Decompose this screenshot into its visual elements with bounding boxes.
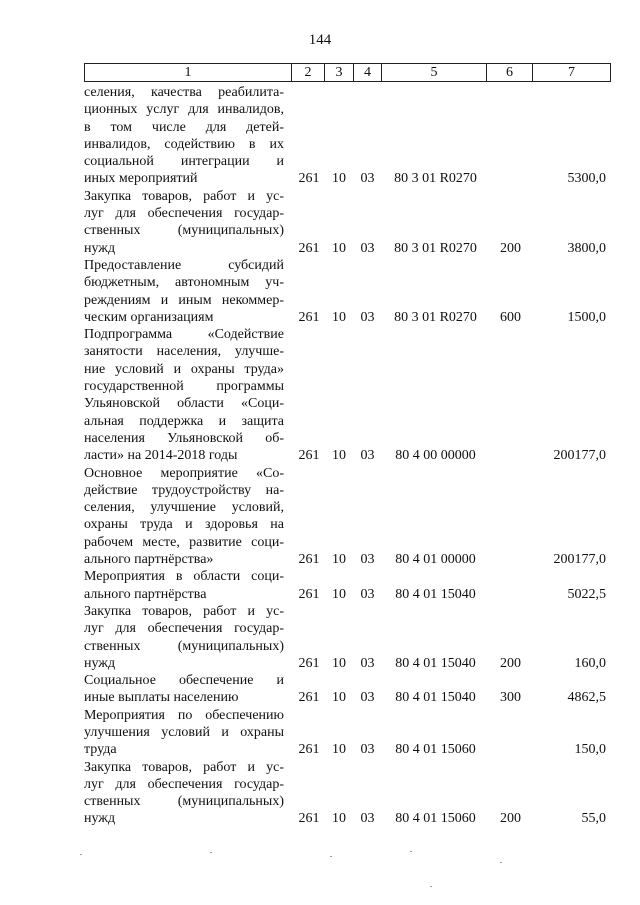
scan-noise: [70, 850, 590, 890]
table-row: [84, 672, 611, 707]
description-line: труда: [84, 742, 117, 758]
cell-target-article: 80 3 01 R0270: [394, 171, 477, 187]
cell-amount: 4862,5: [567, 690, 606, 706]
description-line: охраны труда и здоровья на: [84, 517, 284, 533]
description-line: ние условий и охраны труда»: [84, 361, 284, 377]
description-line: селения, улучшение условий,: [84, 500, 284, 516]
description-line: реждениям и иным некоммер-: [84, 292, 284, 308]
description-line: Мероприятия по обеспечению: [84, 707, 284, 723]
cell-subsection: 03: [360, 655, 375, 671]
table-header: [84, 63, 611, 82]
description-line: рабочем месте, развитие соци-: [84, 534, 284, 550]
cell-grbs: 261: [298, 309, 320, 325]
cell-target-article: 80 4 01 15040: [395, 690, 476, 706]
row-values: [84, 689, 611, 706]
description-line: ственных (муниципальных): [84, 223, 284, 239]
row-description: [84, 326, 284, 464]
cell-section: 10: [332, 309, 346, 325]
description-line: луг для обеспечения государ-: [84, 776, 284, 792]
description-line: нужд: [84, 811, 116, 827]
header-col-5: 5: [382, 64, 487, 81]
description-line: Мероприятия в области соци-: [84, 569, 284, 585]
cell-subsection: 03: [360, 811, 375, 827]
table-row: [84, 759, 611, 828]
description-line: иных мероприятий: [84, 171, 198, 187]
description-line: ственных (муниципальных): [84, 638, 284, 654]
cell-expense-type: 200: [500, 240, 521, 256]
table-row: [84, 257, 611, 326]
description-line: Закупка товаров, работ и ус-: [84, 759, 284, 775]
cell-subsection: 03: [360, 690, 375, 706]
cell-amount: 55,0: [581, 811, 606, 827]
description-line: Предоставление субсидий: [84, 257, 284, 273]
cell-subsection: 03: [360, 448, 375, 464]
cell-amount: 200177,0: [553, 552, 606, 568]
cell-subsection: 03: [360, 171, 375, 187]
cell-target-article: 80 3 01 R0270: [394, 309, 477, 325]
description-line: иные выплаты населению: [84, 690, 239, 706]
cell-section: 10: [332, 586, 346, 602]
description-line: нужд: [84, 240, 116, 256]
cell-section: 10: [332, 552, 346, 568]
description-line: альная поддержка и защита: [84, 413, 284, 429]
cell-grbs: 261: [298, 171, 320, 187]
description-line: нужд: [84, 655, 116, 671]
cell-target-article: 80 4 01 15060: [395, 811, 476, 827]
page-number: 144: [308, 32, 332, 48]
table-row: [84, 188, 611, 257]
cell-grbs: 261: [298, 240, 320, 256]
cell-amount: 200177,0: [553, 448, 606, 464]
cell-section: 10: [332, 240, 346, 256]
cell-section: 10: [332, 690, 346, 706]
table-body: [84, 84, 611, 828]
cell-subsection: 03: [360, 309, 375, 325]
description-line: занятости населения, улучше-: [84, 344, 284, 360]
table-row: [84, 326, 611, 464]
description-line: ального партнёрства: [84, 586, 207, 602]
cell-amount: 5022,5: [567, 586, 606, 602]
cell-grbs: 261: [298, 742, 320, 758]
cell-grbs: 261: [298, 586, 320, 602]
description-line: ционных услуг для инвалидов,: [84, 102, 284, 118]
cell-grbs: 261: [298, 448, 320, 464]
description-line: ального партнёрства»: [84, 552, 214, 568]
cell-target-article: 80 4 01 15060: [395, 742, 476, 758]
table-row: [84, 84, 611, 188]
row-values: [84, 551, 611, 568]
description-line: Основное мероприятие «Со-: [84, 465, 284, 481]
description-line: ческим организациям: [84, 309, 214, 325]
header-col-2: 2: [292, 64, 325, 81]
cell-target-article: 80 4 01 15040: [395, 586, 476, 602]
header-col-7: 7: [568, 65, 575, 80]
description-line: ласти» на 2014-2018 годы: [84, 448, 238, 464]
row-values: [84, 240, 611, 257]
description-line: Социальное обеспечение и: [84, 673, 284, 689]
table-row: [84, 707, 611, 759]
cell-expense-type: 200: [500, 811, 521, 827]
description-line: инвалидов, содействию в их: [84, 136, 284, 152]
header-col-1: 1: [85, 64, 292, 81]
cell-grbs: 261: [298, 655, 320, 671]
description-line: селения, качества реабилита-: [84, 85, 284, 100]
row-values: [84, 447, 611, 464]
cell-section: 10: [332, 742, 346, 758]
row-values: [84, 309, 611, 326]
description-line: Подпрограмма «Содействие: [84, 327, 284, 343]
cell-target-article: 80 4 01 15040: [395, 655, 476, 671]
cell-expense-type: 300: [500, 690, 521, 706]
cell-expense-type: 200: [500, 655, 521, 671]
row-values: [84, 170, 611, 187]
cell-grbs: 261: [298, 690, 320, 706]
description-line: бюджетным, автономным уч-: [84, 275, 284, 291]
cell-subsection: 03: [360, 240, 375, 256]
header-col-4: 4: [354, 64, 382, 81]
description-line: луг для обеспечения государ-: [84, 621, 284, 637]
description-line: социальной интеграции и: [84, 154, 284, 170]
cell-amount: 3800,0: [567, 240, 606, 256]
table-row: [84, 465, 611, 569]
row-values: [84, 655, 611, 672]
cell-section: 10: [332, 655, 346, 671]
table-row: [84, 603, 611, 672]
description-line: действие трудоустройству на-: [84, 482, 284, 498]
cell-amount: 1500,0: [567, 309, 606, 325]
description-line: Закупка товаров, работ и ус-: [84, 188, 284, 204]
cell-target-article: 80 3 01 R0270: [394, 240, 477, 256]
description-line: Закупка товаров, работ и ус-: [84, 603, 284, 619]
cell-amount: 160,0: [574, 655, 606, 671]
cell-target-article: 80 4 00 00000: [395, 448, 476, 464]
description-line: Ульяновской области «Соци-: [84, 396, 284, 412]
description-line: улучшения условий и охраны: [84, 724, 284, 740]
header-col-3: 3: [325, 64, 354, 81]
cell-subsection: 03: [360, 586, 375, 602]
cell-amount: 150,0: [574, 742, 606, 758]
cell-grbs: 261: [298, 811, 320, 827]
row-values: [84, 741, 611, 758]
cell-section: 10: [332, 811, 346, 827]
cell-section: 10: [332, 171, 346, 187]
description-line: луг для обеспечения государ-: [84, 206, 284, 222]
description-line: населения Ульяновской об-: [84, 430, 284, 446]
cell-target-article: 80 4 01 00000: [395, 552, 476, 568]
description-line: в том числе для детей-: [84, 119, 284, 135]
header-col-6: 6: [487, 64, 533, 81]
description-line: ственных (муниципальных): [84, 794, 284, 810]
row-values: [84, 810, 611, 827]
cell-subsection: 03: [360, 742, 375, 758]
cell-section: 10: [332, 448, 346, 464]
row-values: [84, 586, 611, 603]
description-line: государственной программы: [84, 379, 284, 395]
table-row: [84, 568, 611, 603]
cell-amount: 5300,0: [567, 171, 606, 187]
cell-expense-type: 600: [500, 309, 521, 325]
cell-subsection: 03: [360, 552, 375, 568]
cell-grbs: 261: [298, 552, 320, 568]
